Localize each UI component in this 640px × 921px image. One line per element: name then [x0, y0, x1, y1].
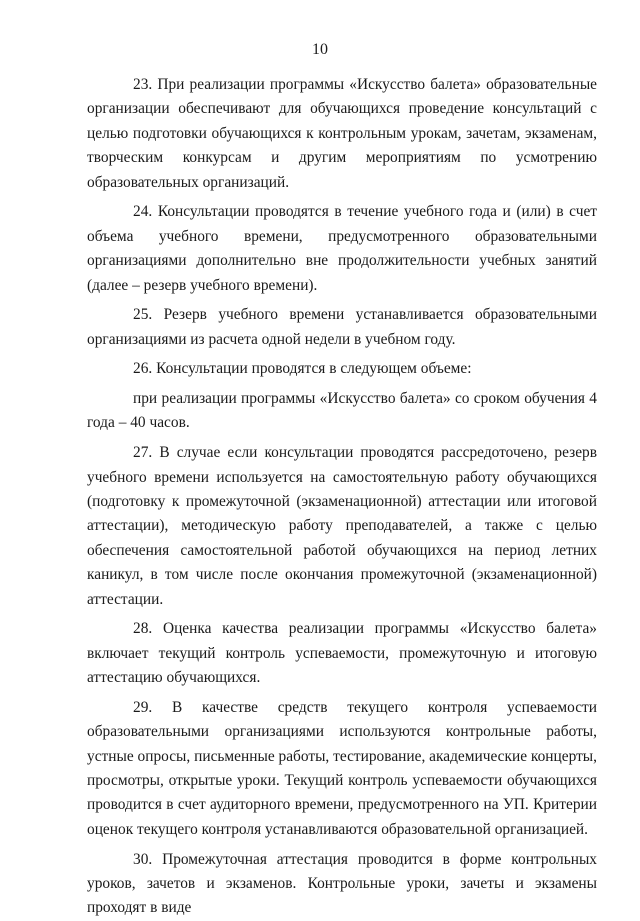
paragraph-23: 23. При реализации программы «Искусство балета» образовательные организации обеспечивают для обучающихся проведение консультаций с целью подготовки обучающихся к контрольным урокам, зачетам, экзаменам, творческим конкурсам и другим мероприятиям по усмотрению образовательных организаций. [87, 76, 597, 191]
paragraph-29: 29. В качестве средств текущего контроля успеваемости образовательными организациями используются контрольные работы, устные опросы, письменные работы, тестирование, академические концерты, просмотры, открытые уроки. Текущий контроль успеваемости обучающихся проводится в счет аудиторного времени, предусмотренного на УП. Критерии оценок текущего контроля устанавливаются образовательной организацией. [87, 698, 597, 838]
paragraph-28: 28. Оценка качества реализации программы «Искусство балета» включает текущий контроль успеваемости, промежуточную и итоговую аттестацию обучающихся. [87, 620, 597, 687]
paragraph-26-item: при реализации программы «Искусство балета» со сроком обучения 4 года – 40 часов. [87, 390, 597, 432]
paragraph-27: 27. В случае если консультации проводятся рассредоточено, резерв учебного времени используется на самостоятельную работу обучающихся (подготовку к промежуточной (экзаменационной) аттестации или итоговой аттестации), методическую работу преподавателей, а также с целью обеспечения самостоятельной работой обучающихся на период летних каникул, в том числе после окончания промежуточной (экзаменационной) аттестации. [87, 444, 597, 608]
paragraph-24: 24. Консультации проводятся в течение учебного года и (или) в счет объема учебного времени, предусмотренного образовательными организациями дополнительно вне продолжительности учебных занятий (далее – резерв учебного времени). [87, 203, 597, 294]
document-body [87, 73, 597, 921]
paragraph-25: 25. Резерв учебного времени устанавливается образовательными организациями из расчета одной недели в учебном году. [87, 306, 597, 348]
paragraph-30: 30. Промежуточная аттестация проводится в форме контрольных уроков, зачетов и экзаменов. Контрольные уроки, зачеты и экзамены проходят в виде [87, 850, 597, 917]
paragraph-26: 26. Консультации проводятся в следующем объеме: [133, 360, 472, 378]
page-number: 10 [312, 41, 328, 58]
